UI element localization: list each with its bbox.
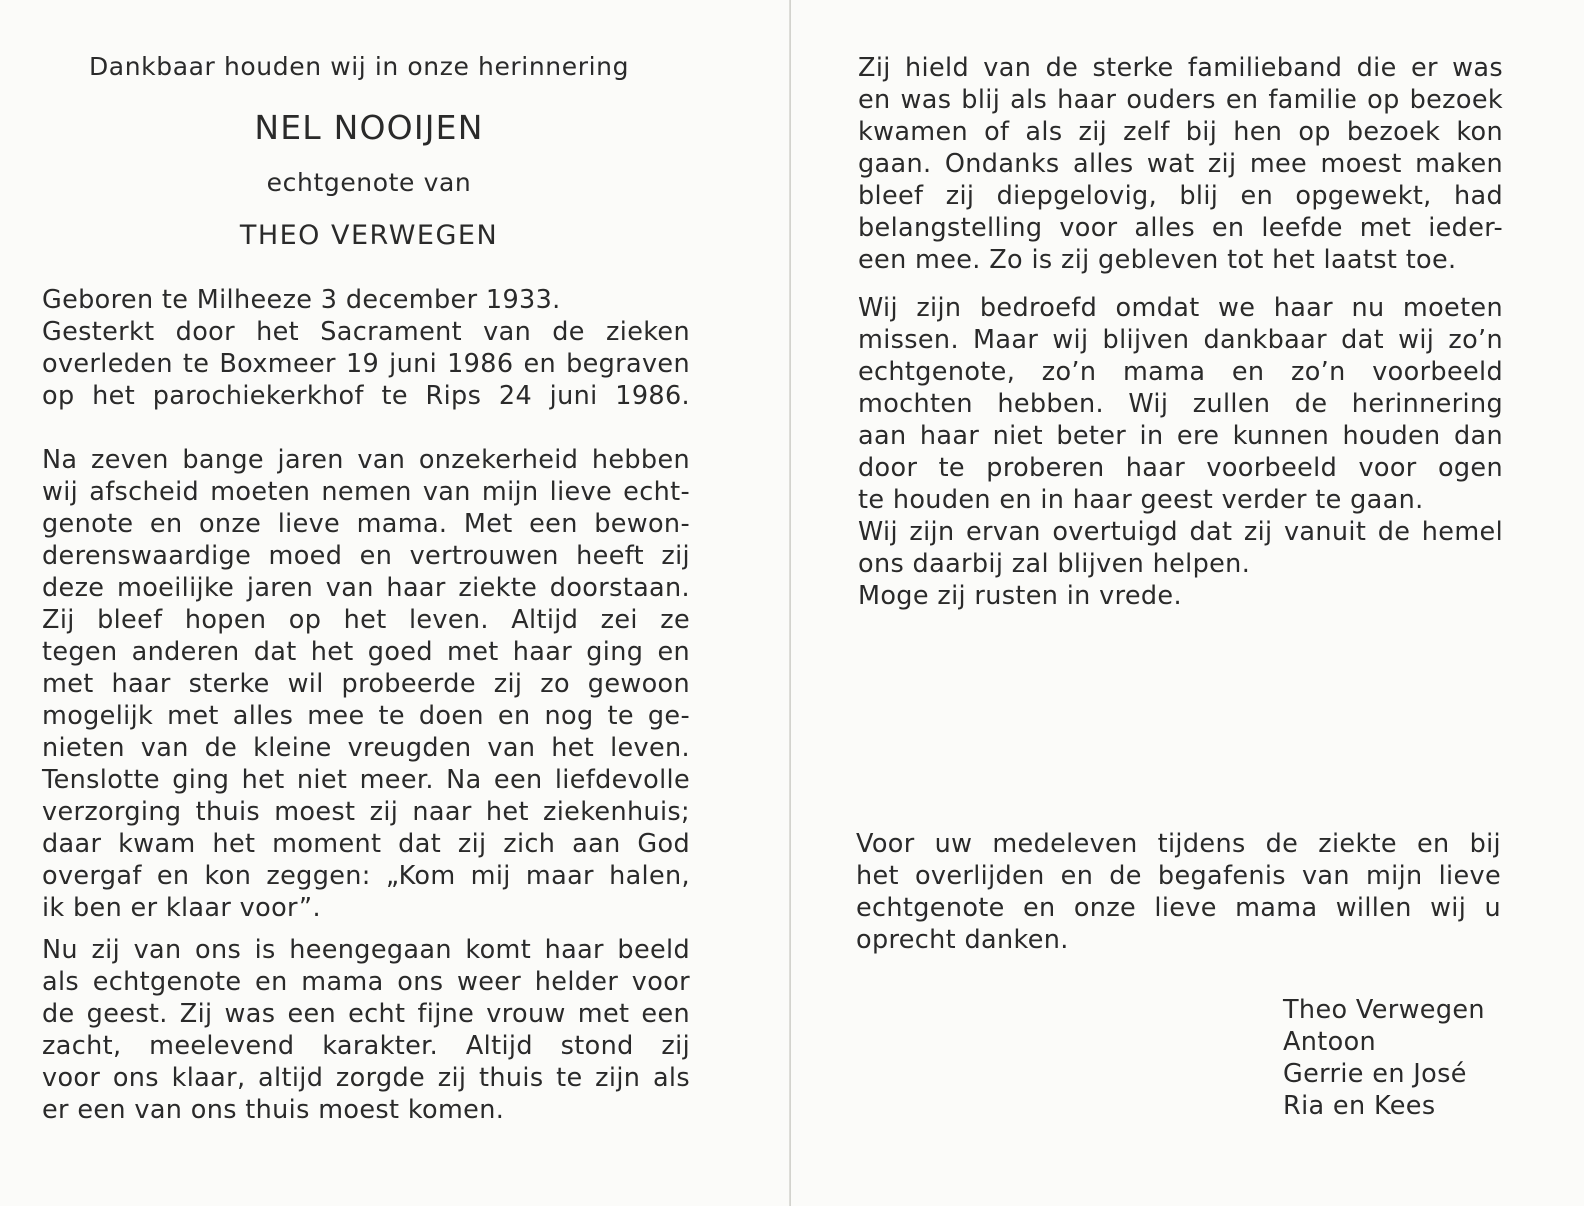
text-line: echtgenote, zo’n mama en zo’n voorbeeld (858, 357, 1503, 387)
text-line: en was blij als haar ouders en familie op bezoek (858, 85, 1503, 115)
text-line: bleef zij diepgelovig, blij en opgewekt, had (858, 181, 1503, 211)
text-line: de geest. Zij was een echt fijne vrouw met een (42, 999, 690, 1029)
thanks-paragraph (856, 828, 1501, 956)
birth-line: Geboren te Milheeze 3 december 1933. (42, 285, 561, 315)
left-page (0, 0, 790, 1206)
text-line: voor ons klaar, altijd zorgde zij thuis te zijn als (42, 1063, 690, 1093)
text-line: als echtgenote en mama ons weer helder voor (42, 967, 690, 997)
text-line: oprecht danken. (856, 925, 1069, 955)
signature-name: Ria en Kees (1283, 1091, 1436, 1121)
text-line: een mee. Zo is zij gebleven tot het laatst toe. (858, 245, 1457, 275)
text-line: ons daarbij zal blijven helpen. (858, 549, 1251, 579)
text-line: Na zeven bange jaren van onzekerheid hebben (42, 445, 690, 475)
text-line: echtgenote en onze lieve mama willen wij u (856, 893, 1501, 923)
text-line: Zij hield van de sterke familieband die er was (858, 53, 1503, 83)
text-line: Voor uw medeleven tijdens de ziekte en bij (856, 829, 1501, 859)
memory-paragraph (42, 934, 690, 1126)
illness-paragraph (42, 444, 690, 924)
text-line: belangstelling voor alles en leefde met ieder- (858, 213, 1503, 243)
spouse-name: THEO VERWEGEN (239, 220, 499, 251)
birth-line: Gesterkt door het Sacrament van de zieken (42, 317, 690, 347)
birth-paragraph (42, 284, 690, 412)
text-line: mochten hebben. Wij zullen de herinnering (858, 389, 1503, 419)
text-line: daar kwam het moment dat zij zich aan God (42, 829, 690, 859)
text-line: kwamen of als zij zelf bij hen op bezoek kon (858, 117, 1503, 147)
grief-paragraph (858, 292, 1503, 612)
text-line: door te proberen haar voorbeeld voor ogen (858, 453, 1503, 483)
text-line: verzorging thuis moest zij naar het ziekenhuis; (42, 797, 690, 827)
text-line: deze moeilijke jaren van haar ziekte doorstaan. (42, 573, 690, 603)
family-paragraph (858, 52, 1503, 276)
text-line: aan haar niet beter in ere kunnen houden dan (858, 421, 1503, 451)
text-line: overgaf en kon zeggen: „Kom mij maar halen, (42, 861, 690, 891)
text-line: missen. Maar wij blijven dankbaar dat wij zo’n (858, 325, 1503, 355)
text-line: ik ben er klaar voor”. (42, 893, 321, 923)
text-line: tegen anderen dat het goed met haar ging en (42, 637, 690, 667)
text-line: Wij zijn bedroefd omdat we haar nu moeten (858, 293, 1503, 323)
text-line: Zij bleef hopen op het leven. Altijd zei ze (42, 605, 690, 635)
birth-line: overleden te Boxmeer 19 juni 1986 en begraven (42, 349, 690, 379)
text-line: nieten van de kleine vreugden van het leven. (42, 733, 690, 763)
text-line: gaan. Ondanks alles wat zij mee moest maken (858, 149, 1503, 179)
text-line: genote en onze lieve mama. Met een bewon- (42, 509, 690, 539)
text-line: het overlijden en de begafenis van mijn lieve (856, 861, 1501, 891)
text-line: derenswaardige moed en vertrouwen heeft zij (42, 541, 690, 571)
birth-line: op het parochiekerkhof te Rips 24 juni 1986. (42, 381, 690, 411)
text-line: zacht, meelevend karakter. Altijd stond zij (42, 1031, 690, 1061)
text-line: te houden en in haar geest verder te gaan. (858, 485, 1424, 515)
text-line: Tenslotte ging het niet meer. Na een liefdevolle (42, 765, 690, 795)
text-line: wij afscheid moeten nemen van mijn lieve echt- (42, 477, 690, 507)
text-line: met haar sterke wil probeerde zij zo gewoon (42, 669, 690, 699)
text-line: Moge zij rusten in vrede. (858, 581, 1182, 611)
text-line: mogelijk met alles mee te doen en nog te ge- (42, 701, 690, 731)
intro-line: Dankbaar houden wij in onze herinnering (88, 52, 630, 81)
deceased-name: NEL NOOIJEN (254, 108, 484, 147)
signature-name: Antoon (1283, 1027, 1377, 1057)
spouse-label: echtgenote van (266, 168, 472, 197)
text-line: er een van ons thuis moest komen. (42, 1095, 505, 1125)
text-line: Wij zijn ervan overtuigd dat zij vanuit de hemel (858, 517, 1503, 547)
signature-block (1283, 994, 1523, 1122)
signature-name: Gerrie en José (1283, 1059, 1467, 1089)
text-line: Nu zij van ons is heengegaan komt haar beeld (42, 935, 690, 965)
signature-name: Theo Verwegen (1283, 995, 1485, 1025)
